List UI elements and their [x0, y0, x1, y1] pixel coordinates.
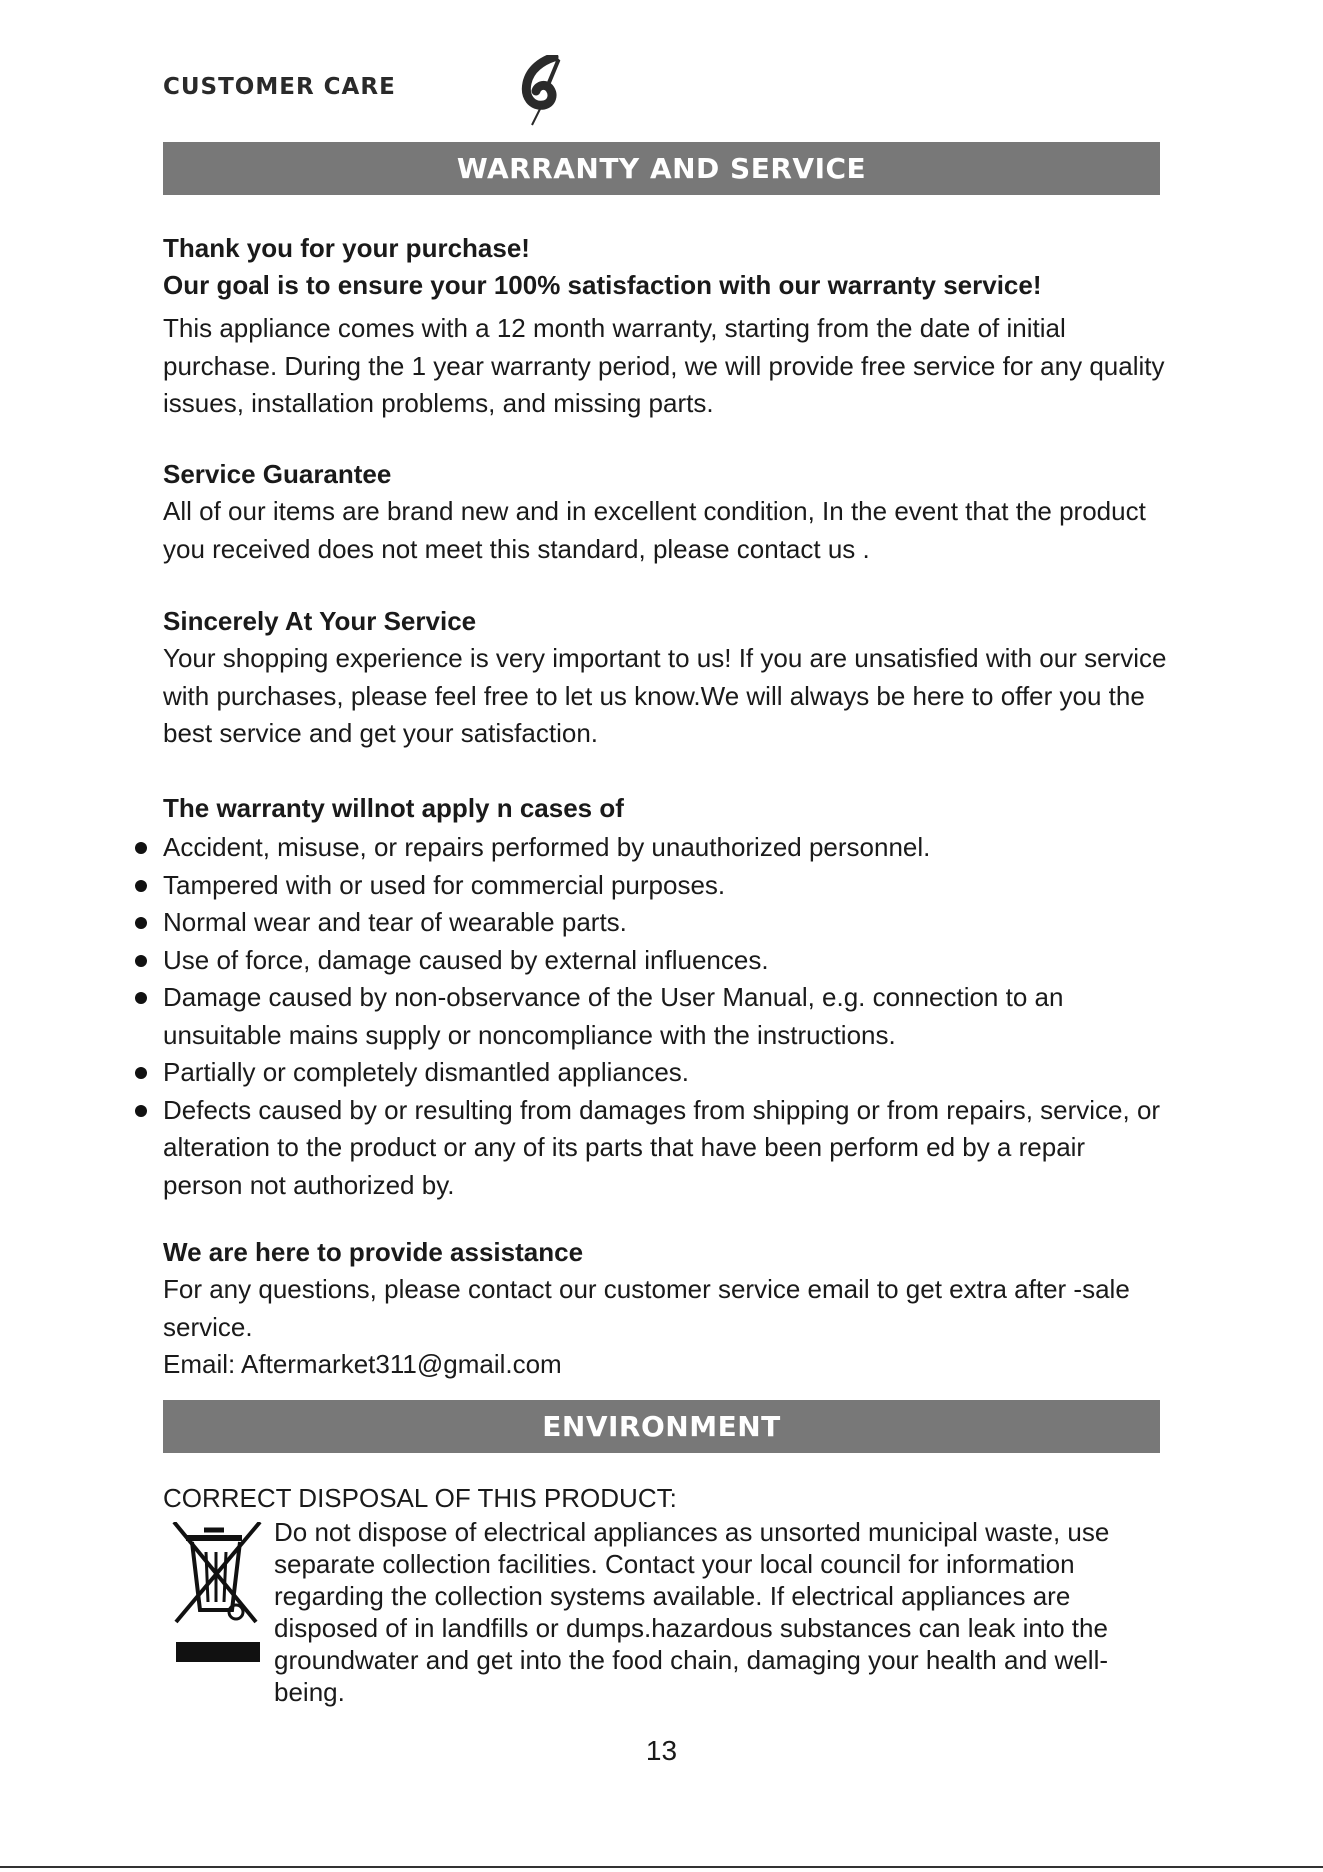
list-item	[131, 942, 1171, 980]
bottom-rule	[0, 1866, 1323, 1868]
disposal-body: Do not dispose of electrical appliances as unsorted municipal waste, use separate collection facilities. Contact your local council for information regarding the collection systems available. If electrical appliances are disposed of in landfills or dumps.hazardous substances can leak into the groundwater and get into the food chain, damaging your health and well-being.	[274, 1517, 1110, 1707]
list-item-text: Tampered with or used for commercial purposes.	[163, 869, 726, 900]
disposal-title: CORRECT DISPOSAL OF THIS PRODUCT:	[163, 1483, 677, 1513]
list-item-text: Accident, misuse, or repairs performed by unauthorized personnel.	[163, 832, 931, 862]
list-item	[131, 979, 1171, 1054]
exclusions-list	[131, 829, 1171, 1204]
assistance-email[interactable]: Email: Aftermarket311@gmail.com	[163, 1349, 562, 1379]
intro-body: This appliance comes with a 12 month warranty, starting from the date of initial purchase. During the 1 year warranty period, we will provide free service for any quality issues, installation problems, and missing parts.	[163, 313, 1165, 418]
intro-section	[163, 230, 1173, 423]
list-item-text: Partially or completely dismantled appliances.	[163, 1057, 690, 1087]
list-item-text: Defects caused by or resulting from damages from shipping or from repairs, service, or alteration to the product or any of its parts that have been perform ed by a repair person not authorized by.	[163, 1094, 1161, 1200]
bullet-icon	[135, 992, 147, 1004]
list-item-text: Damage caused by non-observance of the User Manual, e.g. connection to an unsuitable mains supply or noncompliance with the instructions.	[163, 982, 1064, 1050]
exclusions-heading: The warranty willnot apply n cases of	[163, 793, 624, 823]
list-item	[131, 867, 1171, 905]
intro-heading-thanks: Thank you for your purchase!	[163, 233, 530, 263]
brand-logo-icon	[512, 55, 568, 127]
list-item	[131, 1092, 1171, 1205]
assistance-section	[163, 1234, 1173, 1384]
bullet-icon	[135, 955, 147, 967]
list-item	[131, 829, 1171, 867]
intro-heading-goal: Our goal is to ensure your 100% satisfaction with our warranty service!	[163, 270, 1042, 300]
sincerely-section	[163, 603, 1173, 753]
service-guarantee-body: All of our items are brand new and in excellent condition, In the event that the product you received does not meet this standard, please contact us .	[163, 496, 1146, 564]
bullet-icon	[135, 880, 147, 892]
sincerely-heading: Sincerely At Your Service	[163, 606, 477, 636]
service-guarantee-section	[163, 456, 1173, 568]
assistance-body: For any questions, please contact our customer service email to get extra after -sale service.	[163, 1274, 1130, 1342]
page-number: 13	[645, 1735, 678, 1766]
bullet-icon	[135, 1105, 147, 1117]
bullet-icon	[135, 1067, 147, 1079]
list-item	[131, 904, 1171, 942]
list-item	[131, 1054, 1171, 1092]
environment-section-bar: ENVIRONMENT	[163, 1400, 1160, 1453]
customer-care-header: CUSTOMER CARE	[163, 74, 396, 100]
list-item-text: Normal wear and tear of wearable parts.	[163, 907, 627, 937]
sincerely-body: Your shopping experience is very important to us! If you are unsatisfied with our service with purchases, please feel free to let us know.We will always be here to offer you the best service and get your satisfaction.	[163, 643, 1167, 748]
exclusions-section	[163, 790, 1173, 827]
warranty-section-bar: WARRANTY AND SERVICE	[163, 142, 1160, 195]
assistance-heading: We are here to provide assistance	[163, 1237, 584, 1267]
bullet-icon	[135, 842, 147, 854]
crossed-bin-icon	[170, 1522, 266, 1668]
list-item-text: Use of force, damage caused by external influences.	[163, 944, 769, 975]
service-guarantee-heading: Service Guarantee	[163, 459, 392, 489]
bullet-icon	[135, 917, 147, 929]
